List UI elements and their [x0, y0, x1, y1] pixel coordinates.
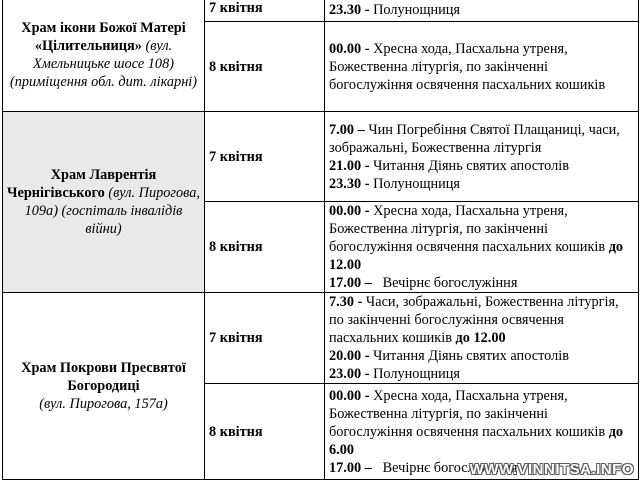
date-cell: 7 квітня: [205, 0, 325, 22]
church-cell: [3, 0, 205, 112]
service-line: 23.00 - Полунощниця: [329, 366, 460, 382]
services-cell: [325, 202, 639, 293]
church-address: (вул. Пирогова, 109а) (госпіталь інвалідів війни): [24, 185, 200, 237]
service-line: 00.00 - Хресна хода, Пасхальна утреня, Божественна літургія, по закінченні богослужіння освячення пасхальних кошиків до 12.00: [329, 203, 624, 273]
service-line: 7.00 – Чин Погребіння Святої Плащаниці, часи, зображальні, Божественна літургія: [329, 121, 620, 156]
church-address: (вул. Пирогова, 157а): [39, 396, 168, 412]
service-line: 17.00 – Вечірнє богослужіння: [329, 275, 518, 291]
table-row: [3, 293, 639, 384]
service-line: 17.00 – Вечірнє богослужіння: [329, 459, 518, 476]
table-row: [3, 112, 639, 202]
services-cell: [325, 293, 639, 384]
date-cell: 8 квітня: [205, 22, 325, 112]
schedule-table: [2, 0, 639, 480]
date-cell: 8 квітня: [205, 384, 325, 480]
service-line: 23.30 - Полунощниця: [329, 175, 460, 192]
church-cell: [3, 293, 205, 480]
service-line: 00.00 - Хресна хода, Пасхальна утреня, Божественна літургія, по закінченні богослужіння освячення пасхальних кошиків до 6.00: [329, 387, 624, 458]
service-line: 00.00 - Хресна хода, Пасхальна утреня, Божественна літургія, по закінченні богослужіння освячення пасхальних кошиків: [329, 40, 606, 93]
date-cell: 7 квітня: [205, 293, 325, 384]
service-line: 23.30 - Полунощниця: [329, 2, 460, 18]
church-name: Храм Лаврентія Чернігівського: [7, 167, 157, 201]
services-cell: [325, 112, 639, 202]
date-cell: 7 квітня: [205, 112, 325, 202]
site-watermark: WWW.VINNITSA.INFO: [469, 461, 634, 478]
service-line: 20.00 - Читання Діянь святих апостолів: [329, 348, 569, 364]
date-cell: 8 квітня: [205, 202, 325, 293]
church-address: (вул. Хмельницьке шосе 108) (приміщення обл. дит. лікарні): [9, 38, 198, 90]
table-row: [3, 0, 639, 22]
church-name: Храм ікони Божої Матері «Цілительниця»: [21, 20, 186, 54]
church-name: Храм Покрови Пресвятої Богородиці: [21, 360, 186, 394]
services-cell: [325, 0, 639, 22]
services-cell: [325, 22, 639, 112]
church-cell: [3, 112, 205, 293]
service-line: 7.30 - Часи, зображальні, Божественна літургія, по закінченні богослужіння освячення пасхальних кошиків до 12.00: [329, 294, 619, 346]
service-line: 21.00 - Читання Діянь святих апостолів: [329, 157, 569, 174]
